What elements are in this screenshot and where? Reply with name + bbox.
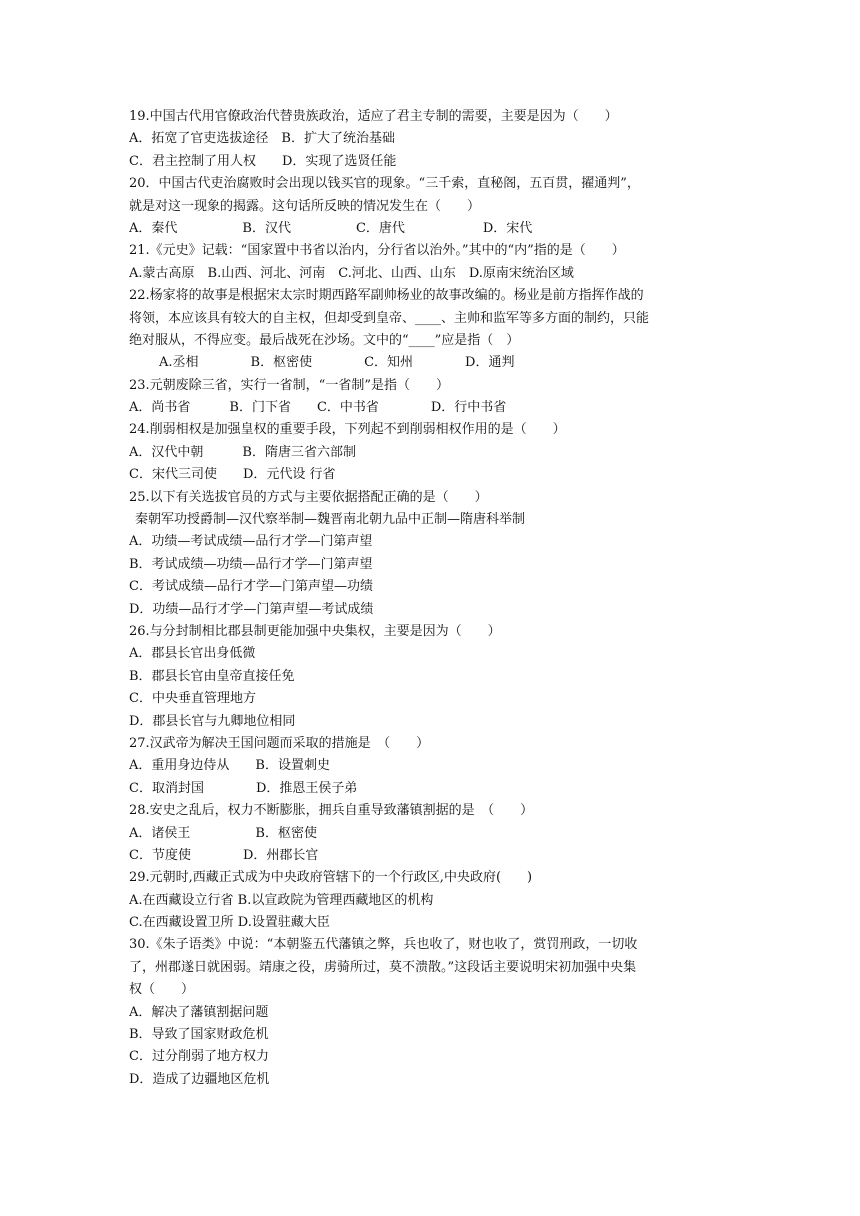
exam-page: [129, 106, 729, 1091]
option-line: B．考试成绩—功绩—品行才学—门第声望: [129, 556, 373, 572]
option-line: A．汉代中朝 B．隋唐三省六部制: [129, 444, 356, 460]
option-line: B．导致了国家财政危机: [129, 1027, 269, 1043]
option-line: D．郡县长官与九卿地位相同: [129, 713, 296, 729]
question-stem: 秦朝军功授爵制—汉代察举制—魏晋南北朝九品中正制—隋唐科举制: [135, 512, 526, 528]
option-line: A．郡县长官出身低微: [129, 646, 256, 662]
question-stem: 24.削弱相权是加强皇权的重要手段，下列起不到削弱相权作用的是（ ）: [129, 422, 566, 438]
question-stem: 28.安史之乱后，权力不断膨胀，拥兵自重导致藩镇割据的是 （ ）: [129, 803, 534, 819]
question-stem: 26.与分封制相比郡县制更能加强中央集权，主要是因为（ ）: [129, 623, 501, 639]
question-stem: 23.元朝废除三省，实行一省制，“一省制”是指（ ）: [129, 377, 449, 393]
option-line: A．尚书省 B．门下省 C．中书省 D．行中书省: [129, 400, 507, 416]
option-line: A．秦代 B．汉代 C．唐代 D．宋代: [129, 220, 533, 236]
option-line: C．考试成绩—品行才学—门第声望—功绩: [129, 579, 373, 595]
option-line: C．取消封国 D．推恩王侯子弟: [129, 780, 358, 796]
question-stem: 20．中国古代吏治腐败时会出现以钱买官的现象。“三千索，直秘阁，五百贯，擢通判”，: [129, 176, 640, 192]
option-line: C.在西藏设置卫所 D.设置驻藏大臣: [129, 915, 330, 931]
question-stem: 22.杨家将的故事是根据宋太宗时期西路军副帅杨业的故事改编的。杨业是前方指挥作战的: [129, 288, 644, 304]
question-stem: 就是对这一现象的揭露。这句话所反映的情况发生在（ ）: [129, 198, 481, 214]
option-line: A.在西藏设立行省 B.以宣政院为管理西藏地区的机构: [129, 892, 434, 908]
option-line: A．诸侯王 B．枢密使: [129, 825, 317, 841]
question-stem: 29.元朝时,西藏正式成为中央政府管辖下的一个行政区,中央政府( ): [129, 870, 533, 886]
option-line: C．中央垂直管理地方: [129, 691, 256, 707]
option-line: C．宋代三司使 D．元代设 行省: [129, 467, 336, 483]
question-stem: 21.《元史》记载：“国家置中书省以治内，分行省以治外。”其中的“内”指的是（ ）: [129, 243, 625, 259]
option-line: A．重用身边侍从 B．设置刺史: [129, 758, 330, 774]
question-stem: 将领，本应该具有较大的自主权，但却受到皇帝、____、主帅和监军等多方面的制约，只能: [129, 310, 650, 326]
option-line: B．郡县长官由皇帝直接任免: [129, 668, 295, 684]
question-stem: 权（ ）: [129, 982, 195, 998]
option-line: A．拓宽了官吏选拔途径 B．扩大了统治基础: [129, 131, 395, 147]
option-line: A.蒙古高原 B.山西、河北、河南 C.河北、山西、山东 D.原南宋统治区域: [129, 265, 574, 281]
option-line: C．过分削弱了地方权力: [129, 1049, 269, 1065]
question-stem: 25.以下有关选拔官员的方式与主要依据搭配正确的是（ ）: [129, 489, 488, 505]
question-stem: 了，州郡遂日就困弱。靖康之役，虏骑所过，莫不溃散。”这段话主要说明宋初加强中央集: [129, 959, 637, 975]
question-stem: 27.汉武帝为解决王国问题而采取的措施是 （ ）: [129, 735, 430, 751]
option-line: A．功绩—考试成绩—品行才学—门第声望: [129, 534, 373, 550]
option-line: D．造成了边疆地区危机: [129, 1071, 270, 1087]
option-line: D．功绩—品行才学—门第声望—考试成绩: [129, 601, 374, 617]
option-line: A.丞相 B．枢密使 C．知州 D．通判: [159, 355, 515, 371]
option-line: C．君主控制了用人权 D．实现了选贤任能: [129, 153, 397, 169]
question-stem: 绝对服从，不得应变。最后战死在沙场。文中的“____”应是指（ ）: [129, 332, 520, 348]
question-stem: 19.中国古代用官僚政治代替贵族政治，适应了君主专制的需要，主要是因为（ ）: [129, 109, 618, 124]
question-stem: 30.《朱子语类》中说：“本朝鉴五代藩镇之弊，兵也收了，财也收了，赏罚刑政，一切收: [129, 937, 638, 953]
option-line: A．解决了藩镇割据问题: [129, 1004, 269, 1020]
option-line: C．节度使 D．州郡长官: [129, 847, 319, 863]
